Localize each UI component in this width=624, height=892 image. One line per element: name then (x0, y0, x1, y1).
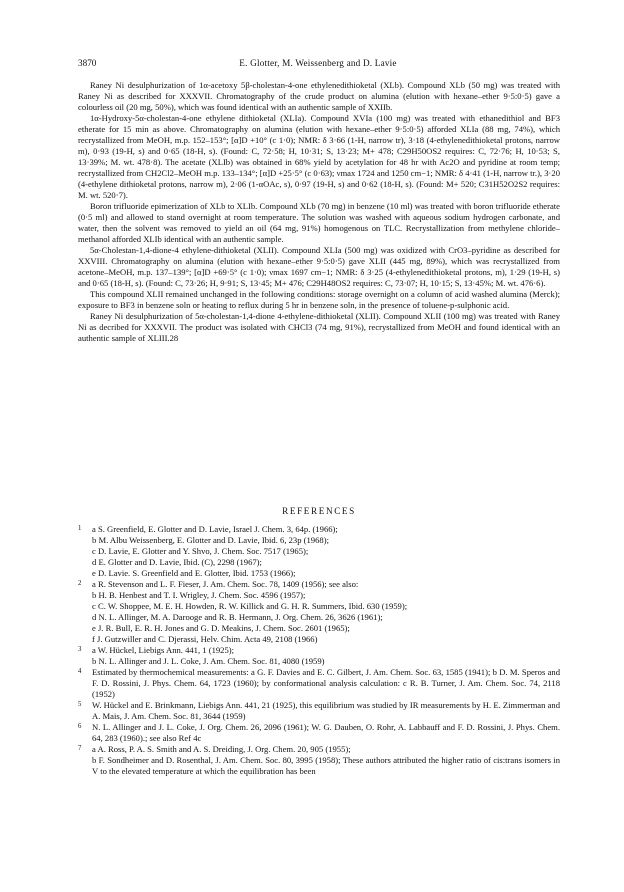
reference-line: a R. Stevenson and L. F. Fieser, J. Am. Chem. Soc. 78, 1409 (1956); see also: (92, 579, 359, 589)
reference-item (78, 722, 560, 744)
reference-line: e D. Lavie. S. Greenfield and E. Glotter, Ibid. 1753 (1966); (92, 568, 296, 578)
running-title: E. Glotter, M. Weissenberg and D. Lavie (239, 58, 397, 68)
references-heading: REFERENCES (282, 506, 356, 516)
reference-item (78, 645, 560, 667)
reference-line: d N. L. Allinger, M. A. Darooge and R. B. Hermann, J. Org. Chem. 26, 3626 (1961); (92, 612, 383, 622)
reference-number: 7 (78, 745, 82, 752)
reference-line: b N. L. Allinger and J. L. Coke, J. Am. Chem. Soc. 81, 4080 (1959) (92, 656, 325, 666)
reference-number: 5 (78, 701, 82, 708)
reference-line: e J. R. Bull, E. R. H. Jones and G. D. Meakins, J. Chem. Soc. 2601 (1965); (92, 623, 350, 633)
reference-item (78, 700, 560, 722)
paragraph: Boron trifluoride epimerization of XLb to XLIb. Compound XLb (70 mg) in benzene (10 ml) was treated with boron trifluoride etherate (0·5 ml) and allowed to stand overnight at room temperature. The solution was washed with aqueous sodium hydrogen carbonate, and water, then the solvent was removed to yield an oil (64 mg, 91%) homogenous on TLC. Recrystallization from methylene chloride–methanol afforded XLIb identical with an authentic sample. (78, 201, 560, 244)
reference-line: a W. Hückel, Liebigs Ann. 441, 1 (1925); (92, 645, 235, 655)
paragraph: 5α-Cholestan-1,4-dione-4 ethylene-dithioketal (XLII). Compound XLIa (500 mg) was oxidized with CrO3–pyridine as described for XXVIII. Chromatography on alumina (elution with hexane–ether 9·5:0·5) gave XLII (445 mg, 89%), which was recrystallized from acetone–MeOH, m.p. 137–139°; [α]D +69·5° (c 1·0); νmax 1697 cm−1; NMR: δ 3·25 (4-ethylenedithioketal protons, m), 1·29 (19-H, s) and 0·65 (18-H, s). (Found: C, 73·26; H, 9·91; S, 13·45; M+ 476; C29H48OS2 requires: C, 73·07; H, 10·15; S, 13·45%; M. wt. 476·6). (78, 245, 560, 288)
reference-number: 4 (78, 668, 82, 675)
page-number: 3870 (78, 58, 97, 68)
reference-line: d E. Glotter and D. Lavie, Ibid. (C), 2298 (1967); (92, 557, 262, 567)
reference-line: a S. Greenfield, E. Glotter and D. Lavie, Israel J. Chem. 3, 64p. (1966); (92, 524, 338, 534)
reference-number: 2 (78, 580, 82, 587)
reference-line: f J. Gutzwiller and C. Djerassi, Helv. Chim. Acta 49, 2108 (1966) (92, 634, 318, 644)
reference-line: Estimated by thermochemical measurements: a G. F. Davies and E. C. Gilbert, J. Am. Chem. Soc. 63, 1585 (1941); b D. M. Speros and F. D. Rossini, J. Phys. Chem. 64, 1723 (1960); by conformational analysis calculation: c R. B. Turner, J. Am. Chem. Soc. 74, 2118 (1952) (92, 667, 560, 699)
reference-item (78, 744, 560, 777)
reference-line: N. L. Allinger and J. L. Coke, J. Org. Chem. 26, 2096 (1961); W. G. Dauben, O. Rohr, A. Labbauff and F. D. Rossini, J. Phys. Chem. 64, 283 (1960).; see also Ref 4c (92, 722, 560, 743)
reference-line: W. Hückel and E. Brinkmann, Liebigs Ann. 441, 21 (1925), this equilibrium was studied by IR measurements by H. E. Zimmerman and A. Mais, J. Am. Chem. Soc. 81, 3644 (1959) (92, 700, 560, 721)
experimental-text (78, 80, 560, 344)
reference-number: 6 (78, 723, 82, 730)
reference-line: b M. Albu Weissenberg, E. Glotter and D. Lavie, Ibid. 6, 23p (1968); (92, 535, 329, 545)
reference-line: c C. W. Shoppee, M. E. H. Howden, R. W. Killick and G. H. R. Summers, Ibid. 630 (1959); (92, 601, 408, 611)
reference-number: 1 (78, 525, 82, 532)
paragraph: Raney Ni desulphurization of 5α-cholestan-1,4-dione 4-ethylene-dithioketal (XLII). Compound XLII (100 mg) was treated with Raney Ni as decribed for XXXVII. The product was isolated with CHCl3 (74 mg, 91%), recrystallized from MeOH and found identical with an authentic sample of XLIII.28 (78, 311, 560, 343)
reference-line: a A. Ross, P. A. S. Smith and A. S. Dreiding, J. Org. Chem. 20, 905 (1955); (92, 744, 351, 754)
reference-number: 3 (78, 646, 82, 653)
reference-line: c D. Lavie, E. Glotter and Y. Shvo, J. Chem. Soc. 7517 (1965); (92, 546, 309, 556)
reference-line: b H. B. Henbest and T. I. Wrigley, J. Chem. Soc. 4596 (1957); (92, 590, 306, 600)
reference-item (78, 579, 560, 645)
paragraph: 1α-Hydroxy-5α-cholestan-4-one ethylene dithioketal (XLIa). Compound XVIa (100 mg) was treated with ethanedithiol and BF3 etherate for 15 min as above. Chromatography on alumina (elution with hexane–ether 9·5:0·5) afforded XLIa (88 mg, 74%), which recrystallized from MeOH, m.p. 152–153°; [α]D +10° (c 1·0); NMR: δ 3·66 (1-H, narrow tr), 3·18 (4-ethylenedithioketal protons, narrow m), 0·93 (19-H, s) and 0·65 (18-H, s). (Found: C, 72·58; H, 10·31; S, 13·23; M+ 478; C29H50OS2 requires: C, 72·76; H, 10·53; S, 13·39%; M. wt. 478·8). The acetate (XLIb) was obtained in 68% yield by acetylation for 48 hr with Ac2O and pyridine at room temp; recrystallized from CH2Cl2–MeOH m.p. 133–134°; [α]D +25·5° (c 0·63); νmax 1724 and 1250 cm−1; NMR: δ 4·41 (1-H, narrow tr.), 3·20 (4-ethylene dithioketal protons, narrow m), 2·06 (1-αOAc, s), 0·97 (19-H, s) and 0·62 (18-H, s). (Found: M+ 520; C31H52O2S2 requires: M. wt. 520·7). (78, 113, 560, 200)
reference-line: b F. Sondheimer and D. Rosenthal, J. Am. Chem. Soc. 80, 3995 (1958); These authors attributed the higher ratio of cis:trans isomers in V to the elevated temperature at which the equilibration has been (92, 755, 560, 776)
references-list (78, 524, 560, 777)
reference-item (78, 524, 560, 579)
paragraph: Raney Ni desulphurization of 1α-acetoxy 5β-cholestan-4-one ethylenedithioketal (XLb). Compound XLb (50 mg) was treated with Raney Ni as described for XXXVII. Chromatography of the crude product on alumina (elution with hexane–ether 9·5:0·5) gave a colourless oil (20 mg, 50%), which was found identical with an authentic sample of XXIIb. (78, 80, 560, 112)
paragraph: This compound XLII remained unchanged in the following conditions: storage overnight on a column of acid washed alumina (Merck); exposure to BF3 in benzene soln or heating to reflux during 5 hr in benzene soln, in the presence of toluene-p-sulphonic acid. (78, 289, 560, 310)
page-header (78, 58, 558, 70)
reference-item (78, 667, 560, 700)
